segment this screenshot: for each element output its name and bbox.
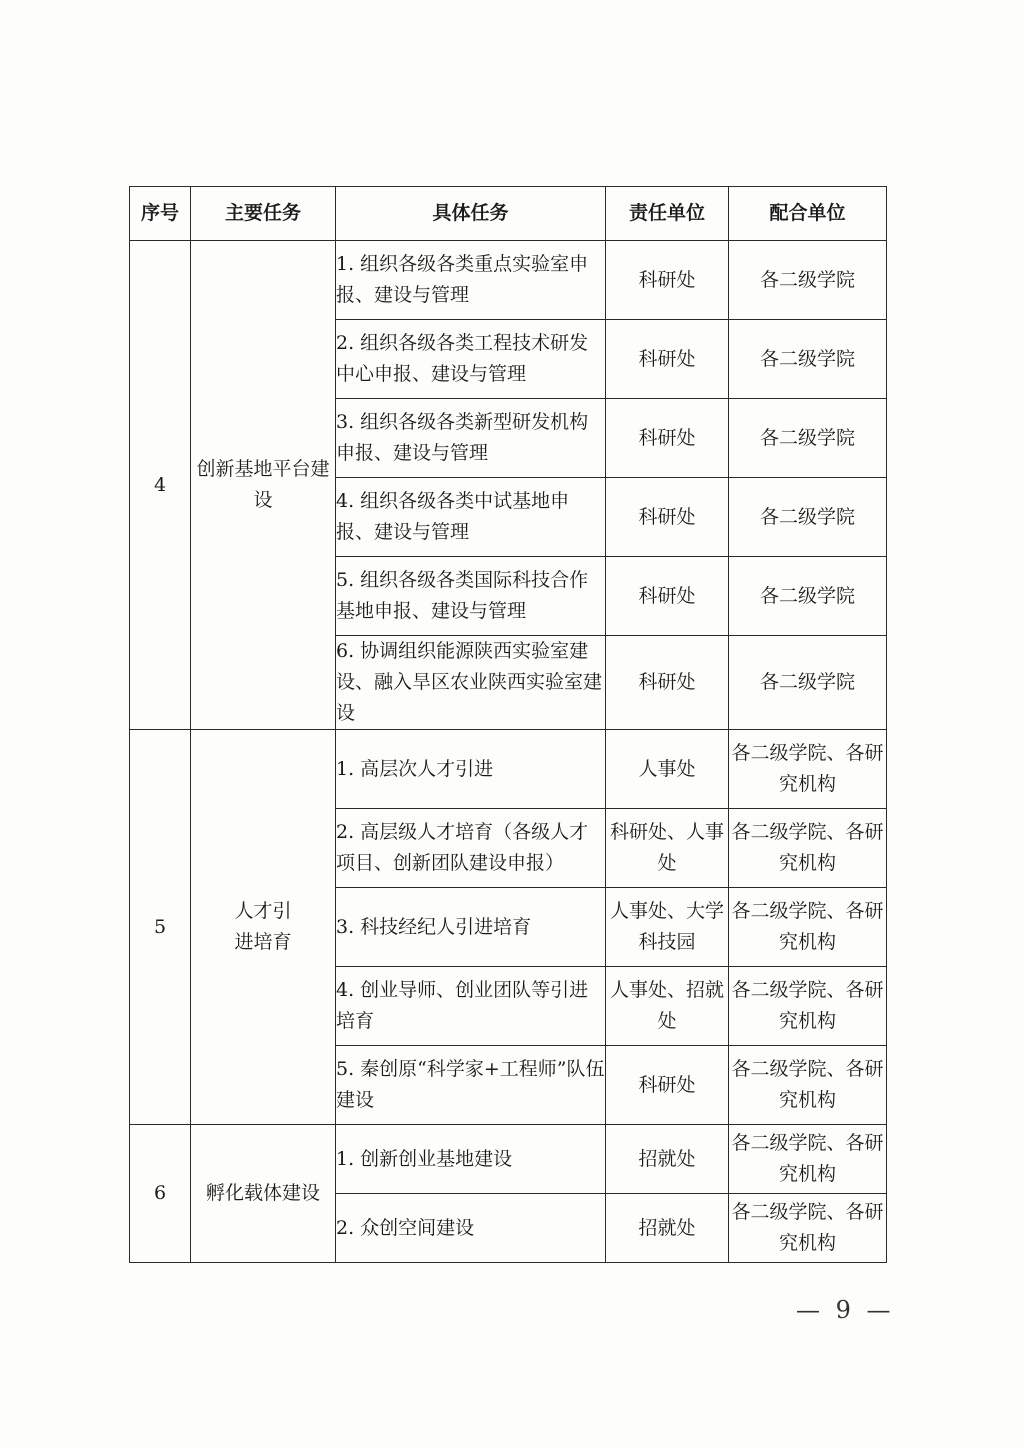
specific-task: 1. 创新创业基地建设: [336, 1125, 606, 1194]
header-specific-task: 具体任务: [336, 187, 606, 241]
specific-task: 5. 组织各级各类国际科技合作基地申报、建设与管理: [336, 557, 606, 636]
specific-task: 1. 高层次人才引进: [336, 730, 606, 809]
cooperating-unit: 各二级学院、各研究机构: [729, 1046, 887, 1125]
header-row: [130, 187, 887, 241]
specific-task: 2. 高层级人才培育（各级人才项目、创新团队建设申报）: [336, 809, 606, 888]
responsible-unit: 科研处: [606, 241, 729, 320]
cooperating-unit: 各二级学院: [729, 399, 887, 478]
page-number: — 9 —: [796, 1296, 895, 1324]
specific-task: 2. 众创空间建设: [336, 1194, 606, 1263]
cooperating-unit: 各二级学院: [729, 557, 887, 636]
responsible-unit: 招就处: [606, 1194, 729, 1263]
cooperating-unit: 各二级学院: [729, 241, 887, 320]
main-task: 创新基地平台建设: [191, 241, 336, 730]
cooperating-unit: 各二级学院、各研究机构: [729, 967, 887, 1046]
responsible-unit: 科研处: [606, 320, 729, 399]
responsible-unit: 科研处: [606, 1046, 729, 1125]
task-table: [129, 186, 887, 1263]
table-row: [130, 730, 887, 809]
responsible-unit: 科研处: [606, 399, 729, 478]
header-responsible-unit: 责任单位: [606, 187, 729, 241]
specific-task: 1. 组织各级各类重点实验室申报、建设与管理: [336, 241, 606, 320]
main-task: 孵化载体建设: [191, 1125, 336, 1263]
specific-task: 6. 协调组织能源陕西实验室建设、融入旱区农业陕西实验室建设: [336, 636, 606, 730]
cooperating-unit: 各二级学院、各研究机构: [729, 730, 887, 809]
header-cooperating-unit: 配合单位: [729, 187, 887, 241]
responsible-unit: 科研处: [606, 478, 729, 557]
responsible-unit: 科研处、人事处: [606, 809, 729, 888]
specific-task: 4. 创业导师、创业团队等引进培育: [336, 967, 606, 1046]
cooperating-unit: 各二级学院、各研究机构: [729, 1194, 887, 1263]
specific-task: 5. 秦创原“科学家+工程师”队伍建设: [336, 1046, 606, 1125]
cooperating-unit: 各二级学院、各研究机构: [729, 888, 887, 967]
table-row: [130, 1125, 887, 1194]
responsible-unit: 人事处: [606, 730, 729, 809]
main-task: 人才引进培育: [191, 730, 336, 1125]
cooperating-unit: 各二级学院: [729, 478, 887, 557]
responsible-unit: 科研处: [606, 636, 729, 730]
group-number: 5: [130, 730, 191, 1125]
specific-task: 4. 组织各级各类中试基地申报、建设与管理: [336, 478, 606, 557]
cooperating-unit: 各二级学院: [729, 320, 887, 399]
responsible-unit: 科研处: [606, 557, 729, 636]
responsible-unit: 招就处: [606, 1125, 729, 1194]
cooperating-unit: 各二级学院: [729, 636, 887, 730]
group-number: 6: [130, 1125, 191, 1263]
specific-task: 2. 组织各级各类工程技术研发中心申报、建设与管理: [336, 320, 606, 399]
cooperating-unit: 各二级学院、各研究机构: [729, 1125, 887, 1194]
cooperating-unit: 各二级学院、各研究机构: [729, 809, 887, 888]
header-main-task: 主要任务: [191, 187, 336, 241]
responsible-unit: 人事处、大学科技园: [606, 888, 729, 967]
specific-task: 3. 科技经纪人引进培育: [336, 888, 606, 967]
group-number: 4: [130, 241, 191, 730]
table-row: [130, 241, 887, 320]
specific-task: 3. 组织各级各类新型研发机构申报、建设与管理: [336, 399, 606, 478]
responsible-unit: 人事处、招就处: [606, 967, 729, 1046]
header-no: 序号: [130, 187, 191, 241]
